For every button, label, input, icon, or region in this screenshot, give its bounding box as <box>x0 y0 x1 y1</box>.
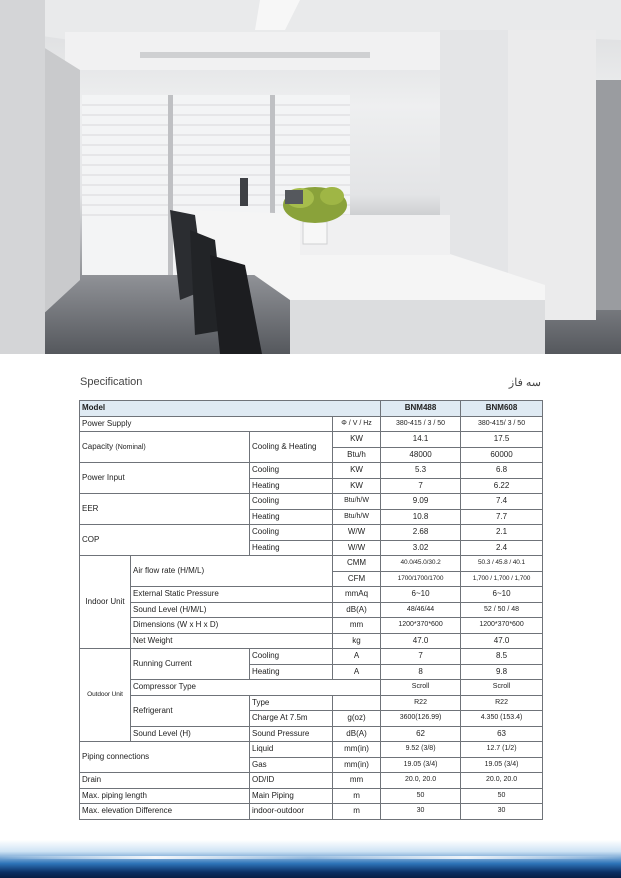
value-cell: 9.52 (3/8) <box>381 742 461 758</box>
unit-cell: Φ / V / Hz <box>333 416 381 432</box>
table-row <box>80 587 543 603</box>
value-cell: R22 <box>381 695 461 711</box>
unit-cell <box>333 695 381 711</box>
value-cell: 5.3 <box>381 463 461 479</box>
unit-cell: CFM <box>333 571 381 587</box>
main-piping-label: Main Piping <box>250 788 333 804</box>
running-current-label: Running Current <box>131 649 250 680</box>
value-cell: 2.68 <box>381 525 461 541</box>
value-cell: 63 <box>461 726 543 742</box>
value-cell: 20.0, 20.0 <box>381 773 461 789</box>
value-cell: 6~10 <box>461 587 543 603</box>
unit-cell: g(oz) <box>333 711 381 727</box>
unit-cell: mm(in) <box>333 757 381 773</box>
value-cell: 1200*370*600 <box>381 618 461 634</box>
net-weight-label: Net Weight <box>131 633 333 649</box>
unit-cell: W/W <box>333 525 381 541</box>
heating-label: Heating <box>250 478 333 494</box>
sound-level-label: Sound Level (H/M/L) <box>131 602 333 618</box>
value-cell: 2.4 <box>461 540 543 556</box>
value-cell: 6.8 <box>461 463 543 479</box>
capacity-label <box>80 432 250 463</box>
value-cell: 8.5 <box>461 649 543 665</box>
value-cell: 19.05 (3/4) <box>381 757 461 773</box>
unit-cell: kg <box>333 633 381 649</box>
table-row <box>80 602 543 618</box>
value-cell: Scroll <box>461 680 543 696</box>
cooling-heating-label: Cooling & Heating <box>250 432 333 463</box>
value-cell: 10.8 <box>381 509 461 525</box>
value-cell: 380-415/ 3 / 50 <box>461 416 543 432</box>
capacity-text: Capacity <box>82 441 114 451</box>
table-row <box>80 788 543 804</box>
unit-cell: A <box>333 664 381 680</box>
office-photo <box>0 0 621 354</box>
value-cell: 9.8 <box>461 664 543 680</box>
footer-light-streak <box>0 856 621 859</box>
value-cell: 7.4 <box>461 494 543 510</box>
cooling-label: Cooling <box>250 649 333 665</box>
max-piping-label: Max. piping length <box>80 788 250 804</box>
unit-cell: Btu/h/W <box>333 509 381 525</box>
table-row <box>80 525 543 541</box>
indoor-outdoor-label: indoor-outdoor <box>250 804 333 820</box>
value-cell: 6~10 <box>381 587 461 603</box>
value-cell: 30 <box>381 804 461 820</box>
liquid-label: Liquid <box>250 742 333 758</box>
value-cell: 62 <box>381 726 461 742</box>
unit-cell: A <box>333 649 381 665</box>
table-row <box>80 556 543 572</box>
value-cell: 9.09 <box>381 494 461 510</box>
table-row <box>80 618 543 634</box>
cooling-label: Cooling <box>250 463 333 479</box>
power-supply-label: Power Supply <box>80 416 333 432</box>
charge-label: Charge At 7.5m <box>250 711 333 727</box>
value-cell: 4.350 (153.4) <box>461 711 543 727</box>
value-cell: 7 <box>381 649 461 665</box>
unit-cell: m <box>333 788 381 804</box>
unit-cell: mm <box>333 618 381 634</box>
value-cell: 12.7 (1/2) <box>461 742 543 758</box>
eer-label: EER <box>80 494 250 525</box>
footer-band <box>0 840 621 878</box>
unit-cell: KW <box>333 463 381 479</box>
value-cell: 380-415 / 3 / 50 <box>381 416 461 432</box>
unit-cell: mmAq <box>333 587 381 603</box>
three-phase-heading: سه فاز <box>508 377 541 389</box>
heating-label: Heating <box>250 664 333 680</box>
table-row <box>80 432 543 448</box>
value-cell: R22 <box>461 695 543 711</box>
unit-cell: W/W <box>333 540 381 556</box>
value-cell: Scroll <box>381 680 461 696</box>
outdoor-unit-label: Outdoor Unit <box>80 649 131 742</box>
value-cell: 60000 <box>461 447 543 463</box>
refrigerant-label: Refrigerant <box>131 695 250 726</box>
value-cell: 48/46/44 <box>381 602 461 618</box>
value-cell: 50.3 / 45.8 / 40.1 <box>461 556 543 572</box>
specification-table <box>79 400 543 820</box>
sound-level-h-label: Sound Level (H) <box>131 726 250 742</box>
heating-label: Heating <box>250 509 333 525</box>
value-cell: 47.0 <box>461 633 543 649</box>
value-cell: 3.02 <box>381 540 461 556</box>
unit-cell: mm(in) <box>333 742 381 758</box>
unit-cell: m <box>333 804 381 820</box>
power-input-label: Power Input <box>80 463 250 494</box>
value-cell: 2.1 <box>461 525 543 541</box>
value-cell: 7 <box>381 478 461 494</box>
value-cell: 6.22 <box>461 478 543 494</box>
model-bnm488: BNM488 <box>381 401 461 417</box>
value-cell: 47.0 <box>381 633 461 649</box>
indoor-unit-label: Indoor Unit <box>80 556 131 649</box>
value-cell: 19.05 (3/4) <box>461 757 543 773</box>
value-cell: 14.1 <box>381 432 461 448</box>
table-row <box>80 401 543 417</box>
table-row <box>80 494 543 510</box>
value-cell: 52 / 50 / 48 <box>461 602 543 618</box>
table-row <box>80 416 543 432</box>
dimensions-label: Dimensions (W x H x D) <box>131 618 333 634</box>
unit-cell: Btu/h/W <box>333 494 381 510</box>
value-cell: 30 <box>461 804 543 820</box>
table-row <box>80 633 543 649</box>
cooling-label: Cooling <box>250 494 333 510</box>
compressor-type-label: Compressor Type <box>131 680 381 696</box>
unit-cell: Btu/h <box>333 447 381 463</box>
max-elevation-label: Max. elevation Difference <box>80 804 250 820</box>
table-row <box>80 463 543 479</box>
unit-cell: CMM <box>333 556 381 572</box>
unit-cell: mm <box>333 773 381 789</box>
value-cell: 50 <box>461 788 543 804</box>
esp-label: External Static Pressure <box>131 587 333 603</box>
table-row <box>80 804 543 820</box>
table-row <box>80 742 543 758</box>
unit-cell: dB(A) <box>333 602 381 618</box>
value-cell: 48000 <box>381 447 461 463</box>
capacity-nominal: (Nominal) <box>115 443 146 451</box>
value-cell: 1200*370*600 <box>461 618 543 634</box>
table-row <box>80 695 543 711</box>
unit-cell: dB(A) <box>333 726 381 742</box>
value-cell: 20.0, 20.0 <box>461 773 543 789</box>
drain-label: Drain <box>80 773 250 789</box>
value-cell: 50 <box>381 788 461 804</box>
value-cell: 8 <box>381 664 461 680</box>
model-label: Model <box>80 401 381 417</box>
value-cell: 1700/1700/1700 <box>381 571 461 587</box>
specification-heading: Specification <box>80 376 143 388</box>
air-flow-label: Air flow rate (H/M/L) <box>131 556 333 587</box>
value-cell: 1,700 / 1,700 / 1,700 <box>461 571 543 587</box>
table-row <box>80 649 543 665</box>
piping-connections-label: Piping connections <box>80 742 250 773</box>
unit-cell: KW <box>333 432 381 448</box>
value-cell: 17.5 <box>461 432 543 448</box>
value-cell: 3600(126.99) <box>381 711 461 727</box>
heating-label: Heating <box>250 540 333 556</box>
table-row <box>80 680 543 696</box>
value-cell: 40.0/45.0/30.2 <box>381 556 461 572</box>
table-row <box>80 726 543 742</box>
table-row <box>80 773 543 789</box>
model-bnm608: BNM608 <box>461 401 543 417</box>
type-label: Type <box>250 695 333 711</box>
cooling-label: Cooling <box>250 525 333 541</box>
sound-pressure-label: Sound Pressure <box>250 726 333 742</box>
odid-label: OD/ID <box>250 773 333 789</box>
gas-label: Gas <box>250 757 333 773</box>
office-illustration <box>0 0 621 354</box>
cop-label: COP <box>80 525 250 556</box>
unit-cell: KW <box>333 478 381 494</box>
value-cell: 7.7 <box>461 509 543 525</box>
